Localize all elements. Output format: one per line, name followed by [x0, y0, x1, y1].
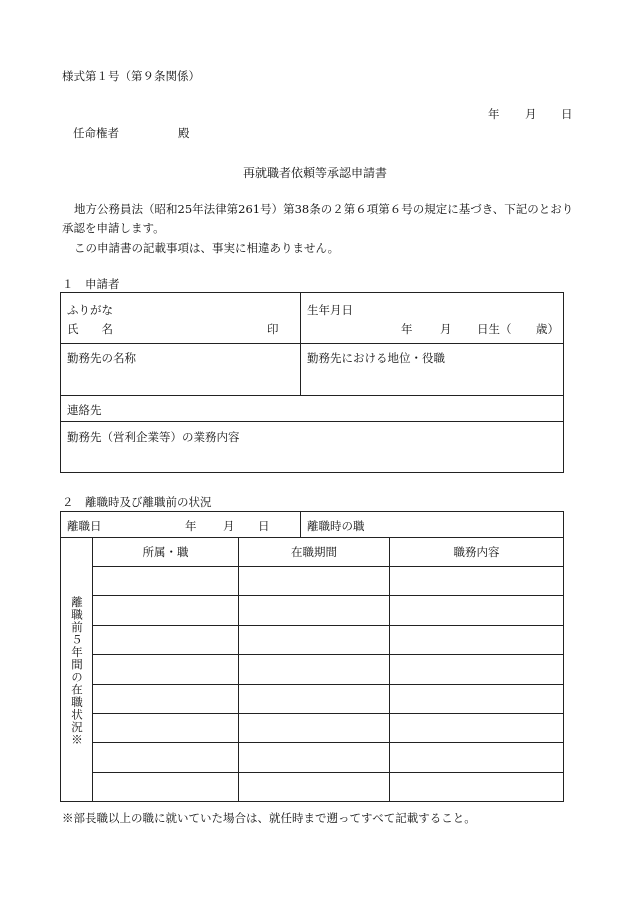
employer-position-label: 勤務先における地位・役職 [307, 351, 445, 365]
history-cell[interactable] [389, 625, 564, 655]
birthdate-cell[interactable] [300, 292, 564, 344]
history-cell[interactable] [389, 566, 564, 596]
contact-label: 連絡先 [67, 403, 102, 417]
column-header-period: 在職期間 [238, 537, 390, 567]
body-line-1: 地方公務員法（昭和25年法律第261号）第38条の２第６項第６号の規定に基づき、下記のとおり [74, 202, 574, 216]
retire-month: 月 [223, 519, 235, 533]
history-cell[interactable] [92, 772, 239, 802]
history-cell[interactable] [238, 566, 390, 596]
name-cell[interactable] [60, 292, 301, 344]
history-cell[interactable] [238, 713, 390, 743]
employer-name-label: 勤務先の名称 [67, 351, 136, 365]
history-cell[interactable] [238, 595, 390, 625]
history-cell[interactable] [389, 742, 564, 772]
history-cell[interactable] [92, 713, 239, 743]
column-header-affiliation: 所属・職 [92, 537, 239, 567]
history-cell[interactable] [92, 684, 239, 714]
form-number: 様式第１号（第９条関係） [62, 69, 200, 83]
history-cell[interactable] [389, 654, 564, 684]
history-cell[interactable] [389, 684, 564, 714]
furigana-label: ふりがな [67, 303, 113, 317]
birth-year: 年 [401, 322, 413, 336]
retire-job-cell[interactable] [300, 511, 564, 538]
history-vertical-label-cell [60, 537, 93, 802]
retire-date-label: 離職日 [67, 519, 102, 533]
birthdate-label: 生年月日 [307, 303, 353, 317]
date-day: 日 [561, 107, 573, 121]
history-vertical-label: 離職前５年間の在職状況※ [70, 596, 84, 746]
birth-day: 日生（ [477, 322, 512, 336]
column-header-duties: 職務内容 [389, 537, 564, 567]
employer-name-cell[interactable] [60, 343, 301, 396]
history-cell[interactable] [238, 684, 390, 714]
history-cell[interactable] [238, 625, 390, 655]
section1-heading: １ 申請者 [62, 277, 120, 291]
history-cell[interactable] [238, 772, 390, 802]
section2-heading: ２ 離職時及び離職前の状況 [62, 495, 212, 509]
retire-year: 年 [185, 519, 197, 533]
history-cell[interactable] [92, 595, 239, 625]
history-cell[interactable] [238, 654, 390, 684]
history-cell[interactable] [389, 713, 564, 743]
retire-job-label: 離職時の職 [307, 519, 365, 533]
footnote: ※部長職以上の職に就いていた場合は、就任時まで遡ってすべて記載すること。 [62, 811, 476, 825]
date-month: 月 [525, 107, 537, 121]
history-cell[interactable] [389, 772, 564, 802]
history-cell[interactable] [92, 625, 239, 655]
history-cell[interactable] [92, 566, 239, 596]
addressee-honorific: 殿 [178, 126, 190, 140]
date-year: 年 [488, 107, 500, 121]
history-cell[interactable] [238, 742, 390, 772]
contact-cell[interactable] [60, 395, 564, 422]
birth-month: 月 [440, 322, 452, 336]
body-line-3: この申請書の記載事項は、事実に相違ありません。 [74, 241, 340, 255]
business-label: 勤務先（営利企業等）の業務内容 [67, 430, 240, 444]
history-cell[interactable] [389, 595, 564, 625]
addressee-label: 任命権者 [73, 126, 119, 140]
body-line-2: 承認を申請します。 [62, 221, 165, 235]
retire-day: 日 [258, 519, 270, 533]
history-cell[interactable] [92, 742, 239, 772]
employer-position-cell[interactable] [300, 343, 564, 396]
history-cell[interactable] [92, 654, 239, 684]
seal-mark: 印 [267, 322, 279, 336]
business-cell[interactable] [60, 421, 564, 473]
age-label: 歳） [536, 322, 559, 336]
retire-date-cell[interactable] [60, 511, 301, 538]
name-label: 氏 名 [67, 322, 113, 336]
document-title: 再就職者依頼等承認申請書 [242, 166, 387, 180]
